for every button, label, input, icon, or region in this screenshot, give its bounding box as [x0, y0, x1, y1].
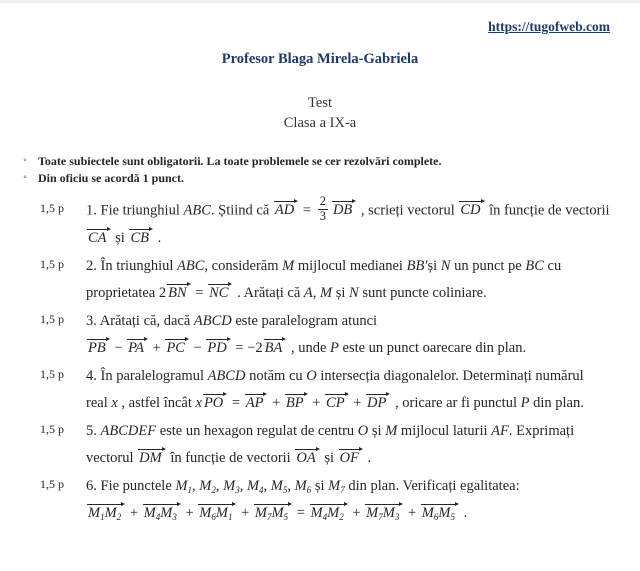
website-link[interactable]: https://tugofweb.com: [488, 19, 610, 34]
problem-line: real x , astfel încât x PO = AP + BP + CP + DP , oricare ar fi punctul P din plan.: [86, 395, 584, 411]
problem-line: 2. În triunghiul ABC, considerăm M mijlocul medianei BB′și N un punct pe BC cu: [86, 257, 562, 274]
problem-body: [86, 473, 640, 528]
problem-row-6: [40, 473, 640, 528]
vector-notation: CB: [129, 229, 153, 247]
vector-notation: PA: [127, 339, 148, 357]
instruction-text: Din oficiu se acordă 1 punct.: [38, 170, 185, 185]
problem-body: [86, 194, 640, 253]
instruction-item: [12, 153, 640, 170]
problem-line: 5. ABCDEF este un hexagon regulat de centru O și M mijlocul laturii AF. Exprimați: [86, 422, 575, 439]
vector-notation: AP: [245, 394, 268, 412]
problem-row-2: [40, 253, 640, 308]
points-label: 1,5 p: [40, 421, 64, 436]
problem-row-4: [40, 363, 640, 418]
header-link-row: [0, 3, 640, 36]
vector-notation: CD: [459, 201, 484, 219]
vector-notation: PC: [165, 339, 189, 357]
vector-notation: BP: [285, 394, 308, 412]
problem-body: [86, 253, 640, 308]
vector-notation: OF: [339, 449, 363, 467]
problem-line: 1. Fie triunghiul ABC. Știind că AD = $\frac{2}{3}$ DB , scrieți vectorul CD în funcție de vectorii: [86, 194, 610, 223]
problem-line: 4. În paralelogramul ABCD notăm cu O intersecția diagonalelor. Determinați numărul: [86, 367, 584, 384]
instruction-item: [12, 170, 640, 187]
vector-notation: DP: [366, 394, 390, 412]
problem-row-5: [40, 418, 640, 473]
vector-notation: $M_6M_1$: [198, 504, 236, 522]
vector-notation: AD: [274, 201, 298, 219]
professor-name: Profesor Blaga Mirela-Gabriela: [221, 51, 419, 67]
bullet-icon: ◦: [23, 155, 27, 166]
vector-notation: PB: [87, 339, 110, 357]
problem-row-3: [40, 308, 640, 363]
problem-body: [86, 363, 640, 418]
problem-body: [86, 308, 640, 363]
class-label: Clasa a IX-a: [283, 115, 357, 131]
vector-notation: $M_4M_3$: [143, 504, 181, 522]
vector-notation: $M_6M_5$: [421, 504, 459, 522]
problem-line: PB − PA + PC − PD = −2 BA , unde P este un punct oarecare din plan.: [88, 340, 527, 356]
vector-notation: $M_1M_2$: [87, 504, 125, 522]
vector-notation: CA: [87, 229, 111, 247]
problem-line: CA și CB .: [88, 230, 162, 246]
vector-notation: NC: [208, 284, 232, 302]
points-label: 1,5 p: [40, 256, 64, 271]
vector-notation: PO: [203, 394, 227, 412]
test-title: Test: [308, 95, 332, 111]
vector-notation: DM: [138, 449, 166, 467]
vector-notation: BN: [167, 284, 191, 302]
vector-notation: $M_4M_2$: [310, 504, 348, 522]
bullet-icon: ◦: [23, 171, 27, 183]
points-label: 1,5 p: [40, 201, 64, 215]
instruction-text: Toate subiectele sunt obligatorii. La toate problemele se cer rezolvări complete.: [38, 154, 442, 168]
problem-line: $M_1M_2 + M_4M_3 + M_6M_1 + M_7M_5 = M_4M_2 + M_7M_3 + M_6M_5$ .: [88, 505, 468, 522]
vector-notation: DB: [332, 201, 356, 219]
problem-line: vectorul DM în funcție de vectorii OA și OF .: [86, 450, 372, 466]
fraction: $\frac{2}{3}$: [319, 194, 326, 223]
vector-notation: BA: [264, 339, 287, 357]
vector-notation: PD: [206, 339, 230, 357]
vector-notation: OA: [295, 449, 319, 467]
problem-body: [86, 418, 640, 473]
vector-notation: CP: [325, 394, 349, 412]
vector-notation: $M_7M_5$: [254, 504, 292, 522]
problem-row-1: [40, 194, 640, 253]
points-label: 1,5 p: [40, 366, 64, 381]
points-label: 1,5 p: [40, 476, 64, 491]
vector-notation: $M_7M_3$: [365, 504, 403, 522]
instructions-list: [12, 153, 640, 186]
problem-line: 3. Arătați că, dacă ABCD este paralelogram atunci: [86, 312, 378, 329]
problem-line: proprietatea 2 BN = NC . Arătați că A, M și N sunt puncte coliniare.: [86, 285, 487, 301]
problems-list: [40, 194, 640, 528]
problem-line: 6. Fie punctele $M_1$, $M_2$, $M_3$, $M_4$, $M_5$, $M_6$ și $M_7$ din plan. Verificați egalitatea:: [86, 477, 520, 495]
points-label: 1,5 p: [40, 311, 64, 326]
